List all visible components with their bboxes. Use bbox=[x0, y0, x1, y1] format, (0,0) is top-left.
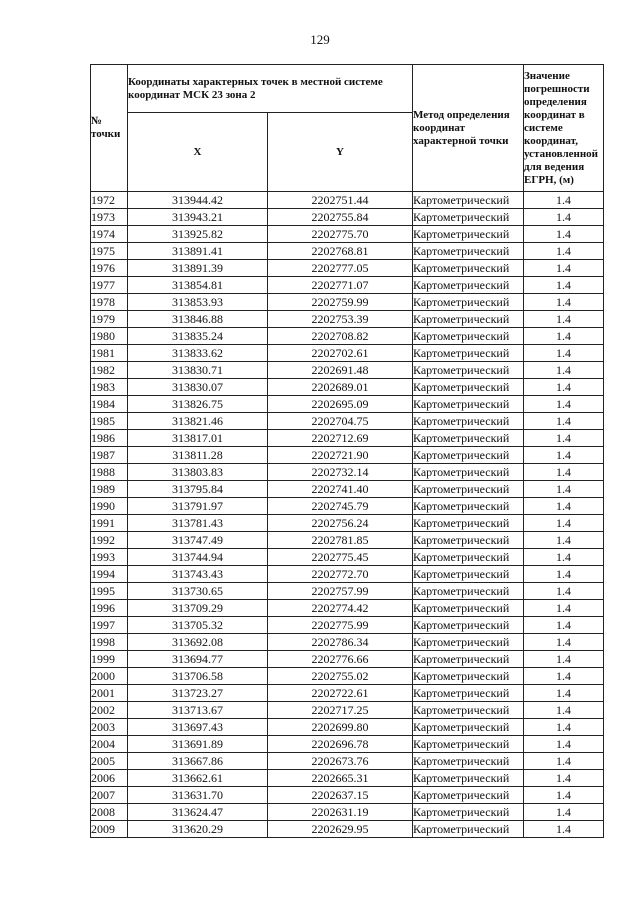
cell-y: 2202712.69 bbox=[268, 430, 413, 447]
cell-accuracy: 1.4 bbox=[524, 668, 604, 685]
cell-x: 313743.43 bbox=[128, 566, 268, 583]
cell-method: Картометрический bbox=[413, 634, 524, 651]
cell-y: 2202776.66 bbox=[268, 651, 413, 668]
table-row bbox=[91, 583, 604, 600]
cell-x: 313891.41 bbox=[128, 243, 268, 260]
cell-y: 2202637.15 bbox=[268, 787, 413, 804]
cell-method: Картометрический bbox=[413, 651, 524, 668]
cell-accuracy: 1.4 bbox=[524, 753, 604, 770]
header-coordinates-group: Координаты характерных точек в местной системе координат МСК 23 зона 2 bbox=[128, 65, 413, 113]
cell-y: 2202756.24 bbox=[268, 515, 413, 532]
cell-point-number: 1991 bbox=[91, 515, 128, 532]
cell-method: Картометрический bbox=[413, 515, 524, 532]
cell-point-number: 1998 bbox=[91, 634, 128, 651]
table-row bbox=[91, 447, 604, 464]
table-row bbox=[91, 702, 604, 719]
table-row bbox=[91, 787, 604, 804]
cell-x: 313723.27 bbox=[128, 685, 268, 702]
cell-method: Картометрический bbox=[413, 430, 524, 447]
header-y: Y bbox=[268, 113, 413, 192]
table-row bbox=[91, 736, 604, 753]
cell-point-number: 1987 bbox=[91, 447, 128, 464]
cell-x: 313795.84 bbox=[128, 481, 268, 498]
cell-point-number: 1981 bbox=[91, 345, 128, 362]
cell-x: 313624.47 bbox=[128, 804, 268, 821]
cell-x: 313803.83 bbox=[128, 464, 268, 481]
table-row bbox=[91, 481, 604, 498]
cell-accuracy: 1.4 bbox=[524, 617, 604, 634]
cell-method: Картометрический bbox=[413, 549, 524, 566]
cell-point-number: 1978 bbox=[91, 294, 128, 311]
cell-point-number: 2007 bbox=[91, 787, 128, 804]
coordinates-table bbox=[90, 64, 604, 838]
table-row bbox=[91, 821, 604, 838]
cell-point-number: 1986 bbox=[91, 430, 128, 447]
cell-accuracy: 1.4 bbox=[524, 430, 604, 447]
cell-point-number: 1989 bbox=[91, 481, 128, 498]
table-row bbox=[91, 345, 604, 362]
cell-y: 2202704.75 bbox=[268, 413, 413, 430]
cell-y: 2202732.14 bbox=[268, 464, 413, 481]
cell-method: Картометрический bbox=[413, 566, 524, 583]
cell-accuracy: 1.4 bbox=[524, 821, 604, 838]
cell-point-number: 1995 bbox=[91, 583, 128, 600]
cell-y: 2202631.19 bbox=[268, 804, 413, 821]
cell-point-number: 1973 bbox=[91, 209, 128, 226]
table-row bbox=[91, 192, 604, 209]
cell-x: 313620.29 bbox=[128, 821, 268, 838]
cell-y: 2202721.90 bbox=[268, 447, 413, 464]
cell-accuracy: 1.4 bbox=[524, 260, 604, 277]
cell-x: 313817.01 bbox=[128, 430, 268, 447]
header-method: Метод определения координат характерной точки bbox=[413, 65, 524, 192]
cell-y: 2202745.79 bbox=[268, 498, 413, 515]
cell-accuracy: 1.4 bbox=[524, 770, 604, 787]
cell-x: 313697.43 bbox=[128, 719, 268, 736]
cell-y: 2202689.01 bbox=[268, 379, 413, 396]
cell-x: 313631.70 bbox=[128, 787, 268, 804]
cell-y: 2202772.70 bbox=[268, 566, 413, 583]
cell-accuracy: 1.4 bbox=[524, 804, 604, 821]
cell-x: 313826.75 bbox=[128, 396, 268, 413]
cell-accuracy: 1.4 bbox=[524, 532, 604, 549]
table-row bbox=[91, 226, 604, 243]
table-row bbox=[91, 617, 604, 634]
cell-method: Картометрический bbox=[413, 396, 524, 413]
cell-accuracy: 1.4 bbox=[524, 481, 604, 498]
table-row bbox=[91, 600, 604, 617]
table-row bbox=[91, 209, 604, 226]
cell-x: 313692.08 bbox=[128, 634, 268, 651]
cell-method: Картометрический bbox=[413, 617, 524, 634]
cell-x: 313944.42 bbox=[128, 192, 268, 209]
table-header bbox=[91, 65, 604, 192]
cell-point-number: 1997 bbox=[91, 617, 128, 634]
cell-point-number: 1976 bbox=[91, 260, 128, 277]
cell-point-number: 2002 bbox=[91, 702, 128, 719]
cell-x: 313925.82 bbox=[128, 226, 268, 243]
table-row bbox=[91, 651, 604, 668]
cell-x: 313713.67 bbox=[128, 702, 268, 719]
header-point-number: № точки bbox=[91, 65, 128, 192]
cell-accuracy: 1.4 bbox=[524, 464, 604, 481]
cell-point-number: 1996 bbox=[91, 600, 128, 617]
table-row bbox=[91, 634, 604, 651]
cell-point-number: 1980 bbox=[91, 328, 128, 345]
cell-x: 313662.61 bbox=[128, 770, 268, 787]
cell-method: Картометрический bbox=[413, 464, 524, 481]
cell-accuracy: 1.4 bbox=[524, 549, 604, 566]
table-row bbox=[91, 668, 604, 685]
cell-accuracy: 1.4 bbox=[524, 787, 604, 804]
cell-x: 313706.58 bbox=[128, 668, 268, 685]
cell-y: 2202751.44 bbox=[268, 192, 413, 209]
cell-y: 2202753.39 bbox=[268, 311, 413, 328]
cell-point-number: 2004 bbox=[91, 736, 128, 753]
cell-method: Картометрический bbox=[413, 328, 524, 345]
cell-method: Картометрический bbox=[413, 379, 524, 396]
table-row bbox=[91, 804, 604, 821]
cell-point-number: 1990 bbox=[91, 498, 128, 515]
table-row bbox=[91, 770, 604, 787]
cell-point-number: 1977 bbox=[91, 277, 128, 294]
cell-y: 2202757.99 bbox=[268, 583, 413, 600]
cell-x: 313854.81 bbox=[128, 277, 268, 294]
cell-method: Картометрический bbox=[413, 447, 524, 464]
cell-x: 313891.39 bbox=[128, 260, 268, 277]
cell-y: 2202741.40 bbox=[268, 481, 413, 498]
table-row bbox=[91, 294, 604, 311]
cell-y: 2202717.25 bbox=[268, 702, 413, 719]
cell-y: 2202755.02 bbox=[268, 668, 413, 685]
cell-point-number: 2008 bbox=[91, 804, 128, 821]
cell-x: 313833.62 bbox=[128, 345, 268, 362]
cell-point-number: 1972 bbox=[91, 192, 128, 209]
cell-accuracy: 1.4 bbox=[524, 600, 604, 617]
cell-x: 313747.49 bbox=[128, 532, 268, 549]
cell-method: Картометрический bbox=[413, 413, 524, 430]
cell-accuracy: 1.4 bbox=[524, 566, 604, 583]
cell-x: 313667.86 bbox=[128, 753, 268, 770]
cell-method: Картометрический bbox=[413, 770, 524, 787]
cell-accuracy: 1.4 bbox=[524, 685, 604, 702]
cell-accuracy: 1.4 bbox=[524, 345, 604, 362]
cell-y: 2202722.61 bbox=[268, 685, 413, 702]
cell-method: Картометрический bbox=[413, 481, 524, 498]
cell-y: 2202699.80 bbox=[268, 719, 413, 736]
cell-point-number: 1985 bbox=[91, 413, 128, 430]
cell-method: Картометрический bbox=[413, 787, 524, 804]
cell-x: 313943.21 bbox=[128, 209, 268, 226]
cell-point-number: 1994 bbox=[91, 566, 128, 583]
cell-x: 313846.88 bbox=[128, 311, 268, 328]
cell-method: Картометрический bbox=[413, 311, 524, 328]
cell-accuracy: 1.4 bbox=[524, 498, 604, 515]
cell-method: Картометрический bbox=[413, 600, 524, 617]
cell-x: 313791.97 bbox=[128, 498, 268, 515]
cell-method: Картометрический bbox=[413, 498, 524, 515]
cell-accuracy: 1.4 bbox=[524, 311, 604, 328]
cell-method: Картометрический bbox=[413, 345, 524, 362]
cell-accuracy: 1.4 bbox=[524, 226, 604, 243]
cell-x: 313694.77 bbox=[128, 651, 268, 668]
cell-point-number: 1988 bbox=[91, 464, 128, 481]
table-body bbox=[91, 192, 604, 838]
cell-accuracy: 1.4 bbox=[524, 651, 604, 668]
table-row bbox=[91, 413, 604, 430]
cell-y: 2202768.81 bbox=[268, 243, 413, 260]
header-x: X bbox=[128, 113, 268, 192]
cell-accuracy: 1.4 bbox=[524, 447, 604, 464]
cell-x: 313853.93 bbox=[128, 294, 268, 311]
table-row bbox=[91, 719, 604, 736]
cell-method: Картометрический bbox=[413, 532, 524, 549]
cell-method: Картометрический bbox=[413, 209, 524, 226]
cell-point-number: 1984 bbox=[91, 396, 128, 413]
cell-method: Картометрический bbox=[413, 753, 524, 770]
cell-point-number: 2003 bbox=[91, 719, 128, 736]
cell-method: Картометрический bbox=[413, 821, 524, 838]
cell-x: 313744.94 bbox=[128, 549, 268, 566]
cell-point-number: 1983 bbox=[91, 379, 128, 396]
cell-point-number: 1982 bbox=[91, 362, 128, 379]
cell-y: 2202759.99 bbox=[268, 294, 413, 311]
cell-accuracy: 1.4 bbox=[524, 209, 604, 226]
cell-x: 313705.32 bbox=[128, 617, 268, 634]
table-row bbox=[91, 532, 604, 549]
cell-accuracy: 1.4 bbox=[524, 192, 604, 209]
table-row bbox=[91, 396, 604, 413]
cell-y: 2202695.09 bbox=[268, 396, 413, 413]
cell-y: 2202696.78 bbox=[268, 736, 413, 753]
header-accuracy: Значение погрешности определения координат в системе координат, установленной для ведения ЕГРН, (м) bbox=[524, 65, 604, 192]
cell-accuracy: 1.4 bbox=[524, 583, 604, 600]
cell-accuracy: 1.4 bbox=[524, 362, 604, 379]
cell-x: 313821.46 bbox=[128, 413, 268, 430]
table-row bbox=[91, 362, 604, 379]
cell-y: 2202665.31 bbox=[268, 770, 413, 787]
cell-method: Картометрический bbox=[413, 260, 524, 277]
cell-x: 313835.24 bbox=[128, 328, 268, 345]
table-row bbox=[91, 260, 604, 277]
cell-accuracy: 1.4 bbox=[524, 294, 604, 311]
cell-y: 2202771.07 bbox=[268, 277, 413, 294]
cell-y: 2202755.84 bbox=[268, 209, 413, 226]
cell-accuracy: 1.4 bbox=[524, 634, 604, 651]
cell-point-number: 1993 bbox=[91, 549, 128, 566]
cell-y: 2202702.61 bbox=[268, 345, 413, 362]
cell-point-number: 1999 bbox=[91, 651, 128, 668]
cell-y: 2202774.42 bbox=[268, 600, 413, 617]
table-row bbox=[91, 498, 604, 515]
table-row bbox=[91, 566, 604, 583]
cell-point-number: 1975 bbox=[91, 243, 128, 260]
cell-point-number: 2000 bbox=[91, 668, 128, 685]
table-row bbox=[91, 430, 604, 447]
cell-y: 2202786.34 bbox=[268, 634, 413, 651]
cell-accuracy: 1.4 bbox=[524, 379, 604, 396]
cell-x: 313781.43 bbox=[128, 515, 268, 532]
cell-accuracy: 1.4 bbox=[524, 719, 604, 736]
table-row bbox=[91, 549, 604, 566]
table-row bbox=[91, 515, 604, 532]
cell-y: 2202781.85 bbox=[268, 532, 413, 549]
cell-method: Картометрический bbox=[413, 583, 524, 600]
cell-y: 2202673.76 bbox=[268, 753, 413, 770]
cell-accuracy: 1.4 bbox=[524, 396, 604, 413]
cell-point-number: 2001 bbox=[91, 685, 128, 702]
cell-y: 2202629.95 bbox=[268, 821, 413, 838]
cell-point-number: 2005 bbox=[91, 753, 128, 770]
cell-y: 2202777.05 bbox=[268, 260, 413, 277]
cell-method: Картометрический bbox=[413, 277, 524, 294]
cell-method: Картометрический bbox=[413, 804, 524, 821]
cell-point-number: 2009 bbox=[91, 821, 128, 838]
cell-method: Картометрический bbox=[413, 719, 524, 736]
cell-method: Картометрический bbox=[413, 362, 524, 379]
table-row bbox=[91, 753, 604, 770]
cell-method: Картометрический bbox=[413, 294, 524, 311]
cell-method: Картометрический bbox=[413, 702, 524, 719]
table-row bbox=[91, 311, 604, 328]
cell-accuracy: 1.4 bbox=[524, 413, 604, 430]
cell-x: 313730.65 bbox=[128, 583, 268, 600]
cell-method: Картометрический bbox=[413, 736, 524, 753]
table-row bbox=[91, 379, 604, 396]
cell-accuracy: 1.4 bbox=[524, 243, 604, 260]
table-row bbox=[91, 243, 604, 260]
cell-accuracy: 1.4 bbox=[524, 702, 604, 719]
cell-accuracy: 1.4 bbox=[524, 515, 604, 532]
cell-x: 313830.71 bbox=[128, 362, 268, 379]
table-row bbox=[91, 277, 604, 294]
cell-x: 313709.29 bbox=[128, 600, 268, 617]
table-row bbox=[91, 685, 604, 702]
cell-y: 2202775.99 bbox=[268, 617, 413, 634]
cell-point-number: 1974 bbox=[91, 226, 128, 243]
cell-y: 2202708.82 bbox=[268, 328, 413, 345]
cell-method: Картометрический bbox=[413, 226, 524, 243]
cell-x: 313830.07 bbox=[128, 379, 268, 396]
cell-y: 2202775.70 bbox=[268, 226, 413, 243]
cell-accuracy: 1.4 bbox=[524, 277, 604, 294]
table-row bbox=[91, 328, 604, 345]
cell-x: 313811.28 bbox=[128, 447, 268, 464]
cell-x: 313691.89 bbox=[128, 736, 268, 753]
cell-accuracy: 1.4 bbox=[524, 736, 604, 753]
cell-point-number: 1979 bbox=[91, 311, 128, 328]
cell-method: Картометрический bbox=[413, 685, 524, 702]
cell-y: 2202775.45 bbox=[268, 549, 413, 566]
cell-y: 2202691.48 bbox=[268, 362, 413, 379]
cell-point-number: 2006 bbox=[91, 770, 128, 787]
cell-method: Картометрический bbox=[413, 192, 524, 209]
cell-accuracy: 1.4 bbox=[524, 328, 604, 345]
cell-method: Картометрический bbox=[413, 243, 524, 260]
cell-method: Картометрический bbox=[413, 668, 524, 685]
cell-point-number: 1992 bbox=[91, 532, 128, 549]
page-number: 129 bbox=[310, 32, 330, 47]
table-row bbox=[91, 464, 604, 481]
